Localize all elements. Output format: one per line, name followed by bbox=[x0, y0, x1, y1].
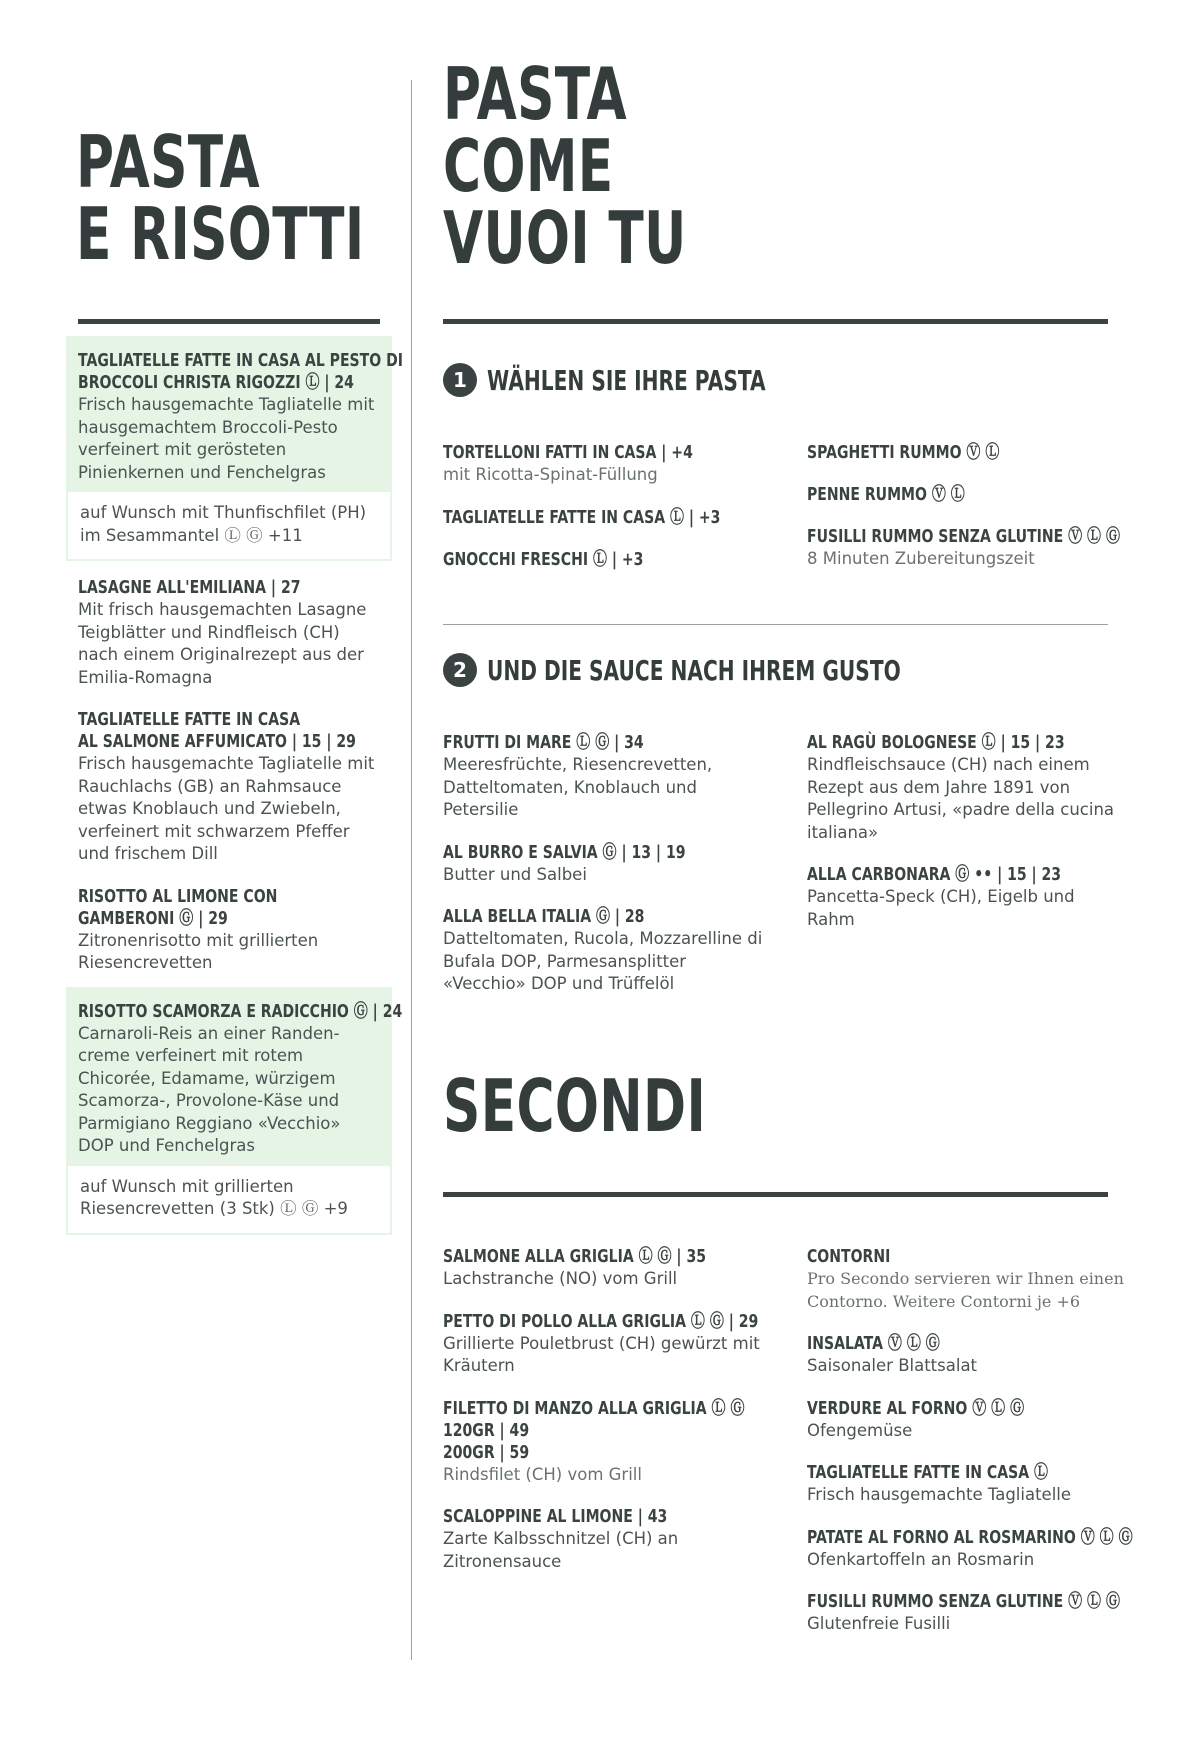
sauce-choice bbox=[807, 732, 1127, 844]
sauce-choices-left bbox=[443, 732, 763, 1016]
item-name: RISOTTO SCAMORZA E RADICCHIO Ⓖ | 24 bbox=[78, 1000, 403, 1022]
item-description: Frisch hausgemachte Tagliatelle mit Rauchlachs (GB) an Rahmsauce etwas Knoblauch und Zwiebeln, verfeinert mit schwarzem Pfeffer und frischem Dill bbox=[78, 754, 375, 863]
pasta-choice bbox=[807, 442, 1127, 464]
item-description: Frisch hausgemachte Tagliatelle bbox=[807, 1485, 1072, 1504]
secondi-title-rule bbox=[443, 1192, 1108, 1197]
item-extra-option: auf Wunsch mit Thunfischfilet (PH) im Sesammantel Ⓛ Ⓖ +11 bbox=[66, 492, 392, 561]
item-name: LASAGNE ALL'EMILIANA | 27 bbox=[78, 577, 301, 598]
item-name: AL BURRO E SALVIA Ⓖ | 13 | 19 bbox=[443, 841, 686, 863]
item-description: Zitronenrisotto mit grillierten Riesencrevetten bbox=[78, 930, 319, 972]
item-name: INSALATA Ⓥ Ⓛ Ⓖ bbox=[807, 1333, 940, 1354]
item-description: Grillierte Pouletbrust (CH) gewürzt mit Kräutern bbox=[443, 1333, 760, 1375]
item-description: Ofenkartoffeln an Rosmarin bbox=[807, 1549, 1035, 1569]
menu-item bbox=[78, 886, 380, 975]
secondi-list bbox=[443, 1246, 763, 1593]
step-title: WÄHLEN SIE IHRE PASTA bbox=[487, 363, 766, 397]
secondi-item bbox=[443, 1246, 763, 1291]
menu-item bbox=[78, 709, 380, 866]
item-description: Saisonaler Blattsalat bbox=[807, 1356, 978, 1375]
contorni-header bbox=[807, 1246, 1127, 1313]
item-description: Glutenfreie Fusilli bbox=[807, 1614, 951, 1633]
secondi-item bbox=[443, 1506, 763, 1573]
contorno-item bbox=[807, 1526, 1133, 1572]
contorno-item bbox=[807, 1398, 1127, 1443]
left-title-line-1: PASTA bbox=[76, 120, 260, 204]
right-section-title bbox=[443, 52, 781, 280]
item-description: Rindsfilet (CH) vom Grill bbox=[443, 1464, 642, 1484]
right-title-line-3: VUOI TU bbox=[443, 196, 687, 280]
item-name: TAGLIATELLE FATTE IN CASA Ⓛ | +3 bbox=[443, 506, 721, 528]
step-1-header bbox=[443, 363, 874, 397]
contorno-item bbox=[807, 1462, 1127, 1507]
step-2-header bbox=[443, 653, 1062, 687]
right-title-rule bbox=[443, 319, 1108, 324]
item-name: SPAGHETTI RUMMO Ⓥ Ⓛ bbox=[807, 442, 1000, 463]
secondi-item bbox=[443, 1311, 763, 1378]
item-description: Lachstranche (NO) vom Grill bbox=[443, 1269, 678, 1288]
menu-item-highlighted bbox=[66, 336, 403, 492]
secondi-item bbox=[443, 1398, 763, 1487]
item-name: TAGLIATELLE FATTE IN CASA Ⓛ bbox=[807, 1462, 1049, 1483]
item-name: FUSILLI RUMMO SENZA GLUTINE Ⓥ Ⓛ Ⓖ bbox=[807, 526, 1120, 547]
sauce-choice bbox=[443, 906, 763, 996]
contorni-list bbox=[807, 1246, 1133, 1656]
section-divider bbox=[443, 624, 1108, 625]
item-description: Datteltomaten, Rucola, Mozzarelline di Bufala DOP, Parmesansplitter «Vecchio» DOP und Trüffelöl bbox=[443, 929, 763, 993]
item-name: TORTELLONI FATTI IN CASA | +4 bbox=[443, 442, 693, 463]
item-name: FRUTTI DI MARE Ⓛ Ⓖ | 34 bbox=[443, 732, 644, 753]
item-description: Zarte Kalbsschnitzel (CH) an Zitronensauce bbox=[443, 1529, 679, 1571]
contorno-item bbox=[807, 1333, 1127, 1378]
item-name-line-2: AL SALMONE AFFUMICATO | 15 | 29 bbox=[78, 731, 356, 752]
pasta-choice bbox=[443, 442, 763, 487]
item-extra-option: auf Wunsch mit grillierten Riesencrevetten (3 Stk) Ⓛ Ⓖ +9 bbox=[66, 1166, 392, 1235]
column-divider bbox=[411, 80, 412, 1660]
left-title-rule bbox=[78, 319, 380, 324]
pasta-risotti-list bbox=[66, 336, 403, 1235]
right-title-line-1: PASTA bbox=[443, 52, 627, 136]
step-number-badge: 2 bbox=[443, 653, 477, 687]
item-name: GNOCCHI FRESCHI Ⓛ | +3 bbox=[443, 548, 644, 570]
step-number-badge: 1 bbox=[443, 363, 477, 397]
item-name: PATATE AL FORNO AL ROSMARINO Ⓥ Ⓛ Ⓖ bbox=[807, 1526, 1133, 1548]
item-name: AL RAGÙ BOLOGNESE Ⓛ | 15 | 23 bbox=[807, 732, 1065, 753]
contorni-note: Pro Secondo servieren wir Ihnen einen Contorno. Weitere Contorni je +6 bbox=[807, 1269, 1124, 1311]
sauce-choices-right bbox=[807, 732, 1127, 951]
item-name: PETTO DI POLLO ALLA GRIGLIA Ⓛ Ⓖ | 29 bbox=[443, 1310, 759, 1332]
item-name: RISOTTO AL LIMONE CON bbox=[78, 885, 278, 907]
item-description: Carnaroli-Reis an einer Randen-creme verfeinert mit rotem Chicorée, Edamame, würzigem Scamorza-, Provolone-Käse und Parmigiano Reggiano «Vecchio» DOP und Fenchelgras bbox=[78, 1023, 341, 1155]
right-title-line-2: COME bbox=[443, 124, 614, 208]
item-description: mit Ricotta-Spinat-Füllung bbox=[443, 465, 658, 484]
item-description: Ofengemüse bbox=[807, 1420, 913, 1440]
secondi-title: SECONDI bbox=[443, 1064, 707, 1148]
pasta-choice bbox=[443, 507, 763, 529]
menu-item bbox=[78, 577, 380, 689]
sauce-choice bbox=[443, 732, 763, 822]
item-name: TAGLIATELLE FATTE IN CASA bbox=[78, 709, 301, 730]
item-description: Meeresfrüchte, Riesencrevetten, Datteltomaten, Knoblauch und Petersilie bbox=[443, 755, 713, 819]
item-price-option: 120GR | 49 bbox=[443, 1419, 530, 1441]
item-description: Frisch hausgemachte Tagliatelle mit hausgemachtem Broccoli-Pesto verfeinert mit gerösteten Pinienkernen und Fenchelgras bbox=[78, 395, 375, 482]
item-name: SALMONE ALLA GRIGLIA Ⓛ Ⓖ | 35 bbox=[443, 1246, 706, 1267]
item-name: FUSILLI RUMMO SENZA GLUTINE Ⓥ Ⓛ Ⓖ bbox=[807, 1591, 1120, 1612]
item-name: FILETTO DI MANZO ALLA GRIGLIA Ⓛ Ⓖ bbox=[443, 1397, 745, 1419]
sauce-choice bbox=[807, 864, 1127, 931]
step-title: UND DIE SAUCE NACH IHREM GUSTO bbox=[487, 653, 901, 687]
pasta-choices-left bbox=[443, 442, 763, 591]
left-title-line-2: E RISOTTI bbox=[76, 192, 365, 276]
item-description: Rindfleischsauce (CH) nach einem Rezept aus dem Jahre 1891 von Pellegrino Artusi, «padre della cucina italiana» bbox=[807, 755, 1115, 842]
item-name: SCALOPPINE AL LIMONE | 43 bbox=[443, 1506, 668, 1527]
item-name-line-2: BROCCOLI CHRISTA RIGOZZI Ⓛ | 24 bbox=[78, 372, 354, 393]
pasta-choice bbox=[807, 484, 1127, 506]
item-description: 8 Minuten Zubereitungszeit bbox=[807, 549, 1035, 568]
pasta-choice bbox=[807, 526, 1127, 571]
secondi-section-title bbox=[443, 1064, 808, 1148]
item-name-line-2: GAMBERONI Ⓖ | 29 bbox=[78, 907, 228, 929]
left-section-title bbox=[76, 120, 477, 276]
contorni-title: CONTORNI bbox=[807, 1246, 891, 1267]
sauce-choice bbox=[443, 842, 763, 887]
item-name: TAGLIATELLE FATTE IN CASA AL PESTO DI bbox=[78, 350, 403, 371]
item-name: PENNE RUMMO Ⓥ Ⓛ bbox=[807, 484, 965, 505]
pasta-choices-right bbox=[807, 442, 1127, 591]
item-price-option: 200GR | 59 bbox=[443, 1441, 530, 1463]
pasta-choice bbox=[443, 549, 763, 571]
item-description: Mit frisch hausgemachten Lasagne Teigblätter und Rindfleisch (CH) nach einem Originalrezept aus der Emilia-Romagna bbox=[78, 600, 367, 687]
item-description: Pancetta-Speck (CH), Eigelb und Rahm bbox=[807, 887, 1075, 929]
item-name: ALLA CARBONARA Ⓖ •• | 15 | 23 bbox=[807, 864, 1062, 885]
item-name: ALLA BELLA ITALIA Ⓖ | 28 bbox=[443, 906, 645, 927]
contorno-item bbox=[807, 1591, 1127, 1636]
menu-item-highlighted bbox=[66, 987, 403, 1166]
item-description: Butter und Salbei bbox=[443, 864, 587, 884]
item-name: VERDURE AL FORNO Ⓥ Ⓛ Ⓖ bbox=[807, 1397, 1025, 1419]
